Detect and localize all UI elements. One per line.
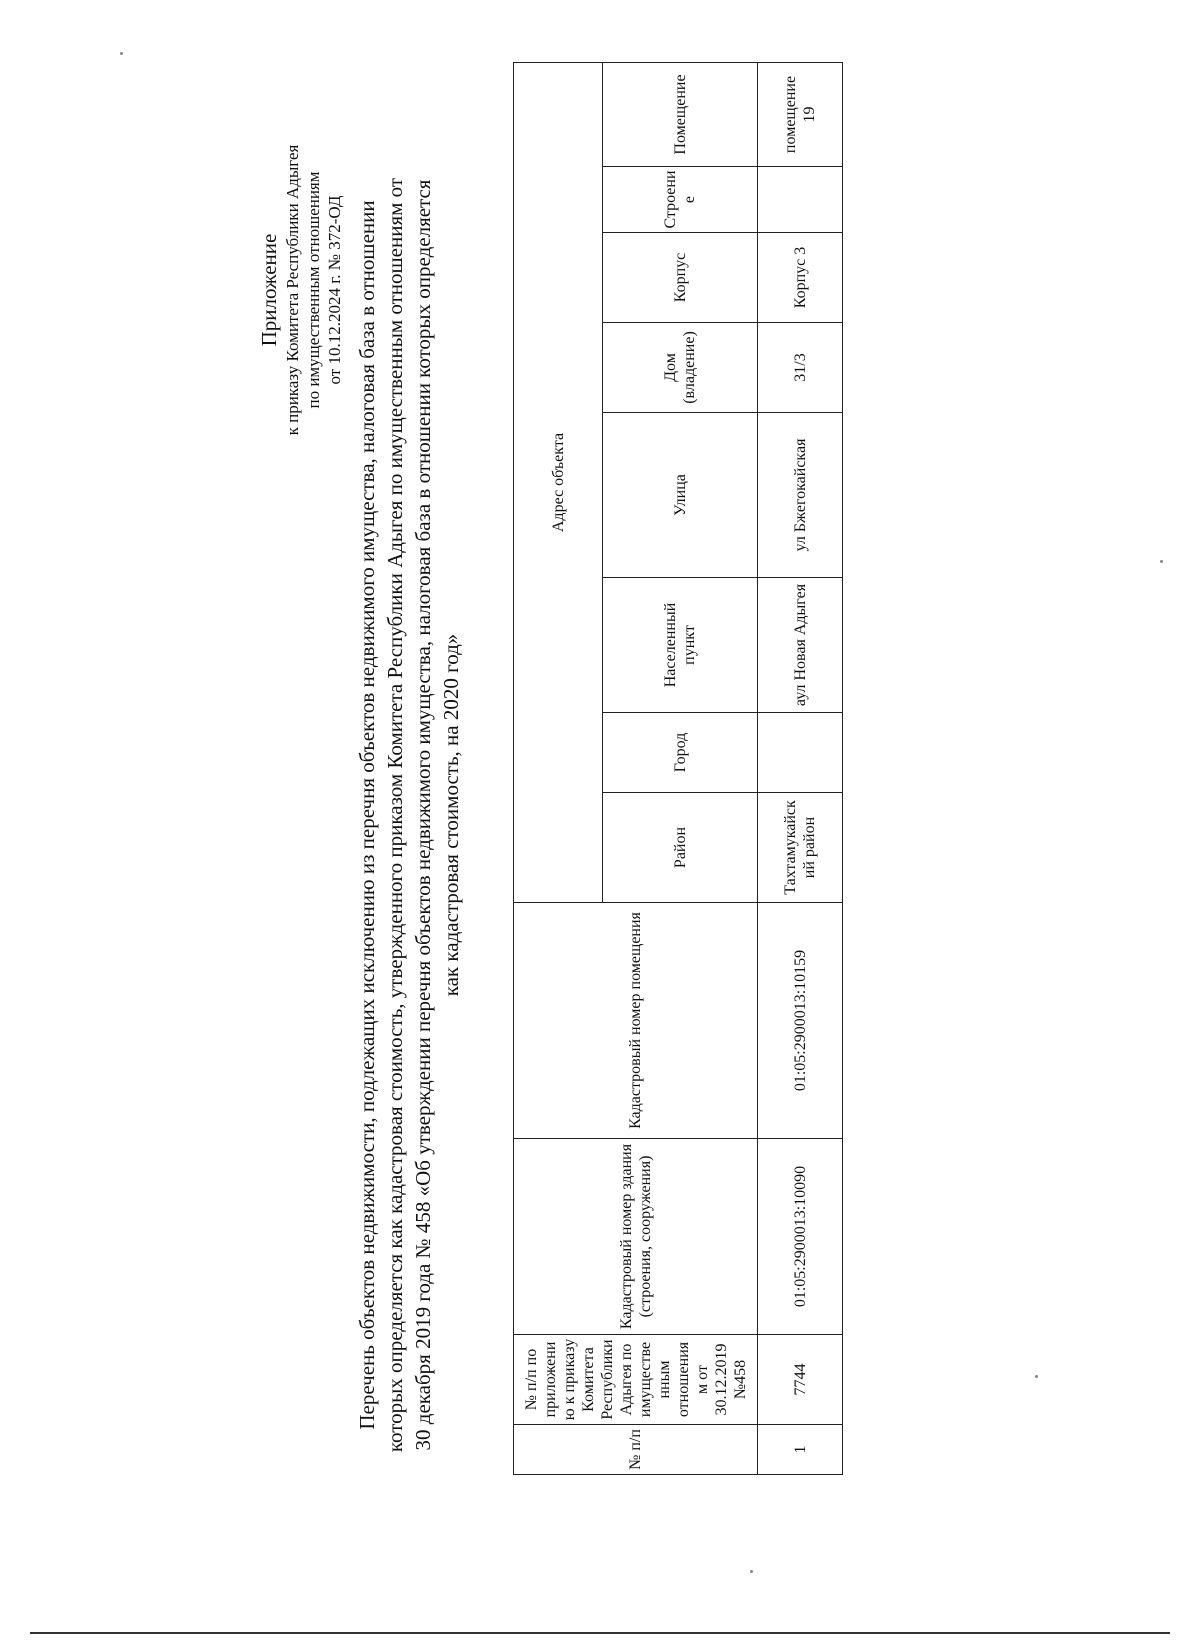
cell-room: помещение 19 (758, 62, 843, 166)
header-street: Улица (603, 413, 758, 578)
cell-settlement: аул Новая Адыгея (758, 578, 843, 713)
appendix-committee-line: по имущественным отношениям (304, 171, 323, 409)
header-house: Дом (владение) (603, 323, 758, 413)
property-table (513, 62, 843, 1475)
header-address: Адрес объекта (514, 62, 603, 902)
appendix-date-line: от 10.12.2024 г. № 372-ОД (325, 195, 344, 385)
cell-street: ул Бжегокайская (758, 413, 843, 578)
rotated-document-page (235, 45, 1200, 1545)
cell-room-cadastral: 01:05:2900013:10159 (758, 903, 843, 1139)
cell-district: Тахтамукайский район (758, 793, 843, 903)
header-num: № п/п (514, 1425, 758, 1475)
scan-speck (750, 1570, 753, 1573)
header-korpus: Корпус (603, 233, 758, 323)
document-title: Перечень объектов недвижимости, подлежащих исключению из перечня объектов недвижимого имущества, налоговая база в отношении которых определяется как кадастровая стоимость, утвержденного приказом Комитета Республики Адыгея по имущественным отношениям от 30 декабря 2019 года № 458 «Об утверждении перечня объектов недвижимого имущества, налоговая база в отношении которых определяется как кадастровая стоимость, на 2020 год» (355, 177, 463, 1453)
header-city: Город (603, 713, 758, 793)
appendix-header (257, 55, 345, 525)
header-settlement: Населенный пункт (603, 578, 758, 713)
cell-korpus: Корпус 3 (758, 233, 843, 323)
cell-building-cadastral: 01:05:2900013:10090 (758, 1139, 843, 1335)
scan-speck (1035, 1375, 1038, 1378)
table-header-row (514, 62, 603, 1474)
header-stroenie: Строение (603, 167, 758, 233)
table-row (758, 62, 843, 1474)
header-building-cadastral: Кадастровый номер здания (строения, сооружения) (514, 1139, 758, 1335)
header-room-cadastral: Кадастровый номер помещения (514, 903, 758, 1139)
cell-ref-num: 7744 (758, 1335, 843, 1425)
cell-stroenie (758, 167, 843, 233)
appendix-title: Приложение (257, 233, 281, 347)
scan-bottom-edge (30, 1632, 1170, 1634)
cell-num: 1 (758, 1425, 843, 1475)
appendix-order-line: к приказу Комитета Республики Адыгея (283, 144, 302, 436)
header-district: Район (603, 793, 758, 903)
header-ref-num: № п/п по приложению к приказу Комитета Республики Адыгея по имущественным отношениям от 30.12.2019 №458 (514, 1335, 758, 1425)
header-room: Помещение (603, 62, 758, 166)
scan-speck (1160, 560, 1163, 563)
cell-house: 31/3 (758, 323, 843, 413)
cell-city (758, 713, 843, 793)
scan-speck (120, 52, 123, 55)
